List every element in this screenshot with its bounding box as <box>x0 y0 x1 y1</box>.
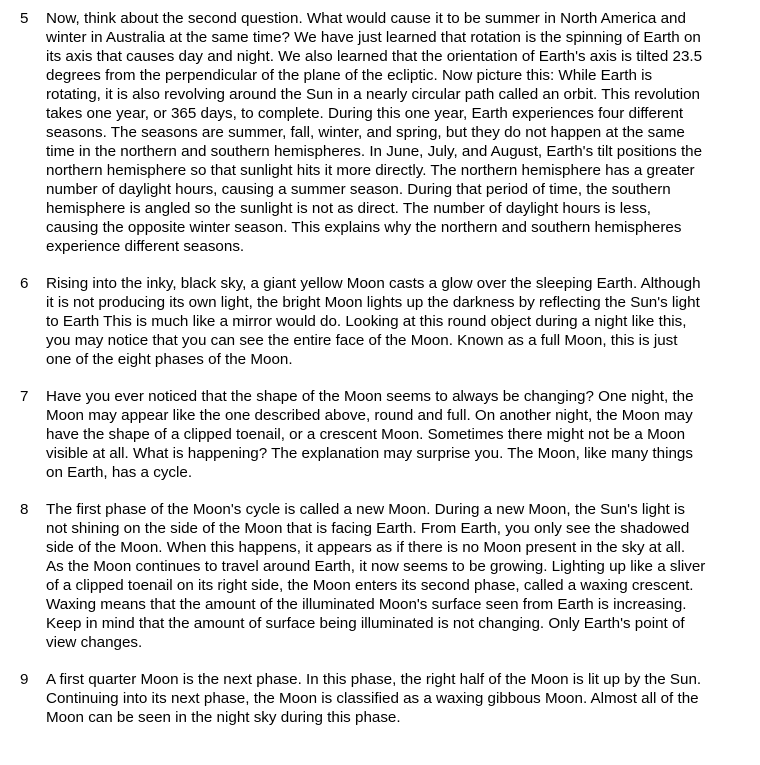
document-body <box>0 9 760 745</box>
paragraph-text: Rising into the inky, black sky, a giant yellow Moon casts a glow over the sleeping Earth. Although it is not producing its own light, the bright Moon lights up the darkness by reflecting the Sun's light to Earth This is much like a mirror would do. Looking at this round object during a night like this, you may notice that you can see the entire face of the Moon. Known as a full Moon, this is just one of the eight phases of the Moon. <box>46 275 701 368</box>
paragraph-8 <box>0 500 760 652</box>
paragraph-5 <box>0 9 760 256</box>
paragraph-text: A first quarter Moon is the next phase. In this phase, the right half of the Moon is lit up by the Sun. Continuing into its next phase, the Moon is classified as a waxing gibbous Moon. Almost all of the Moon can be seen in the night sky during this phase. <box>46 671 702 726</box>
paragraph-text: Now, think about the second question. What would cause it to be summer in North America and winter in Australia at the same time? We have just learned that rotation is the spinning of Earth on its axis that causes day and night. We also learned that the orientation of Earth's axis is tilted 23.5 degrees from the perpendicular of the plane of the ecliptic. Now picture this: While Earth is rotating, it is also revolving around the Sun in a nearly circular path called an orbit. This revolution takes one year, or 365 days, to complete. During this one year, Earth experiences four different seasons. The seasons are summer, fall, winter, and spring, but they do not happen at the same time in the northern and southern hemispheres. In June, July, and August, Earth's tilt positions the northern hemisphere so that sunlight hits it more directly. The northern hemisphere has a greater number of daylight hours, causing a summer season. During that period of time, the southern hemisphere is angled so the sunlight is not as direct. The number of daylight hours is less, causing the opposite winter season. This explains why the northern and southern hemispheres experience different seasons. <box>46 10 703 255</box>
paragraph-7 <box>0 387 760 482</box>
paragraph-number: 7 <box>20 388 29 405</box>
paragraph-number: 9 <box>20 671 29 688</box>
paragraph-6 <box>0 274 760 369</box>
paragraph-number: 8 <box>20 501 29 518</box>
paragraph-text: The first phase of the Moon's cycle is called a new Moon. During a new Moon, the Sun's light is not shining on the side of the Moon that is facing Earth. From Earth, you only see the shadowed side of the Moon. When this happens, it appears as if there is no Moon present in the sky at all. As the Moon continues to travel around Earth, it now seems to be growing. Lighting up like a sliver of a clipped toenail on its right side, the Moon enters its second phase, called a waxing crescent. Waxing means that the amount of the illuminated Moon's surface seen from Earth is increasing. Keep in mind that the amount of surface being illuminated is not changing. Only Earth's point of view changes. <box>46 501 706 651</box>
paragraph-9 <box>0 670 760 727</box>
paragraph-number: 5 <box>20 10 29 27</box>
paragraph-number: 6 <box>20 275 29 292</box>
paragraph-text: Have you ever noticed that the shape of the Moon seems to always be changing? One night, the Moon may appear like the one described above, round and full. On another night, the Moon may have the shape of a clipped toenail, or a crescent Moon. Sometimes there might not be a Moon visible at all. What is happening? The explanation may surprise you. The Moon, like many things on Earth, has a cycle. <box>46 388 694 481</box>
